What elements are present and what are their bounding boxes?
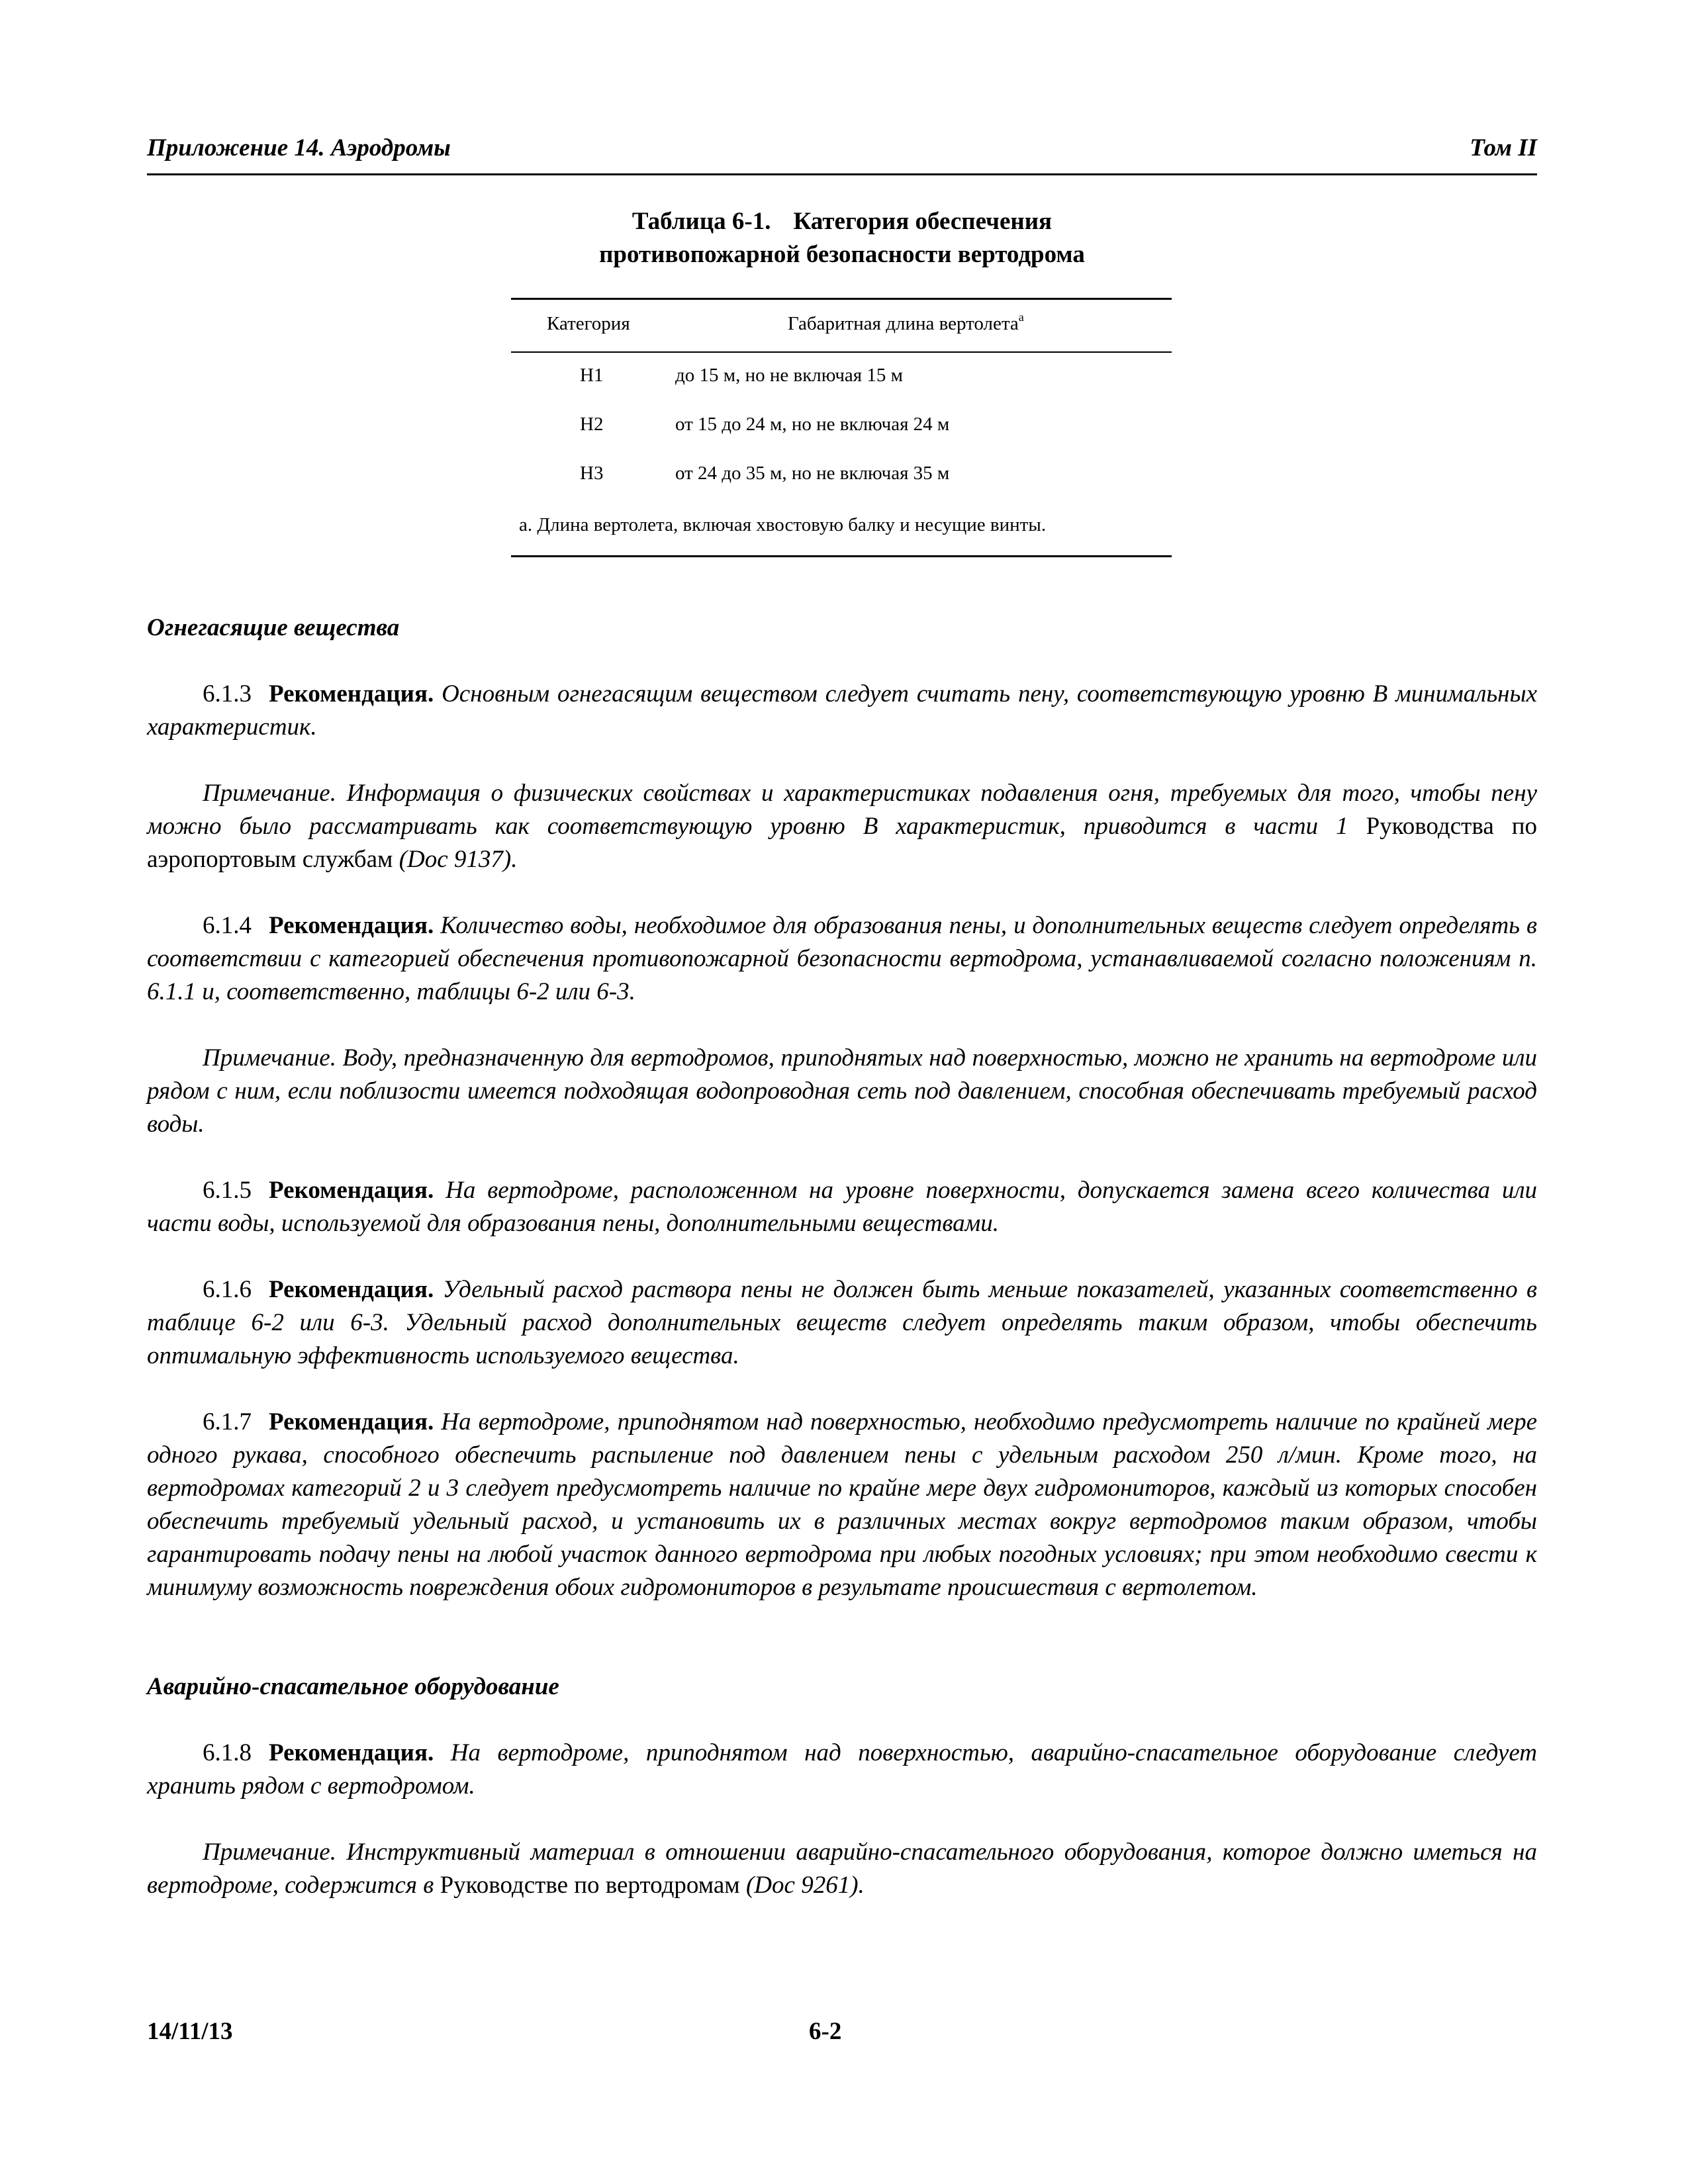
table-number: Таблица 6-1. — [632, 208, 771, 235]
paragraph-number: 6.1.4 — [203, 912, 252, 939]
paragraph-6-1-4 — [147, 909, 1537, 1009]
doc-title-heliport-manual: Руководстве по вертодромам — [440, 1872, 740, 1899]
paragraph-text: На вертодроме, расположенном на уровне поверхности, допускается замена всего количества или части воды, используемой для образования пены, дополнительными веществами. — [147, 1177, 1537, 1237]
paragraph-number: 6.1.8 — [203, 1739, 252, 1766]
column-header-category: Категория — [547, 313, 630, 334]
table-cell-category: H3 — [580, 463, 604, 484]
column-header-length — [788, 310, 1024, 335]
table-row — [511, 353, 1172, 402]
recommendation-label: Рекомендация. — [269, 680, 434, 707]
header-volume: Том II — [1470, 134, 1537, 161]
table-title-line1: Категория обеспечения — [793, 208, 1053, 235]
fire-category-table — [511, 298, 1172, 557]
paragraph-6-1-3 — [147, 678, 1537, 744]
paragraph-text: Основным огнегасящим веществом следует считать пену, соответствующую уровню B минимальных характеристик. — [147, 680, 1537, 741]
paragraph-text: На вертодроме, приподнятом над поверхностью, аварийно-спасательное оборудование следует хранить рядом с вертодромом. — [147, 1739, 1537, 1799]
paragraph-number: 6.1.5 — [203, 1177, 252, 1204]
paragraph-number: 6.1.7 — [203, 1408, 252, 1435]
note-water-storage: Примечание. Воду, предназначенную для вертодромов, приподнятых над поверхностью, можно не хранить на вертодроме или рядом с ним, если поблизости имеется подходящая водопроводная сеть под давлением, способная обеспечивать требуемый расход воды. — [147, 1044, 1537, 1138]
paragraph-text: Количество воды, необходимое для образования пены, и дополнительных веществ следует определять в соответствии с категорией обеспечения противопожарной безопасности вертодрома, устанавливаемой согласно положениям п. 6.1.1 и, соответственно, таблицы 6-2 или 6-3. — [147, 912, 1538, 1005]
table-row — [511, 402, 1172, 451]
paragraph-number: 6.1.6 — [203, 1276, 252, 1303]
table-footnote-text: a. Длина вертолета, включая хвостовую балку и несущие винты. — [519, 514, 1047, 535]
doc-title-airport-services: Руководства по аэропортовым службам — [147, 813, 1537, 873]
header-annex-title: Приложение 14. Аэродромы — [147, 134, 451, 161]
note-foam-properties — [147, 777, 1537, 876]
recommendation-label: Рекомендация. — [269, 1408, 434, 1435]
body-text — [147, 612, 1537, 1902]
table-cell-length: от 15 до 24 м, но не включая 24 м — [675, 414, 950, 435]
paragraph-6-1-5 — [147, 1174, 1537, 1240]
paragraph-6-1-7 — [147, 1406, 1537, 1604]
section-title-extinguishing-agents: Огнегасящие вещества — [147, 614, 400, 641]
note-rescue-equipment — [147, 1836, 1537, 1902]
doc-reference: (Doc 9137). — [399, 846, 518, 873]
note-text: Примечание. Информация о физических свойствах и характеристиках подавления огня, требуемых для того, чтобы пену можно было рассматривать как соответствующую уровню B характеристик, приводится в части 1 — [147, 780, 1537, 840]
table-cell-category: H2 — [580, 414, 604, 435]
paragraph-text: Удельный расход раствора пены не должен быть меньше показателей, указанных соответственно в таблице 6-2 или 6-3. Удельный расход дополнительных веществ следует определять таким образом, чтобы обеспечить оптимальную эффективность используемого вещества. — [147, 1276, 1538, 1369]
page-header — [147, 131, 1537, 175]
table-cell-category: H1 — [580, 365, 604, 386]
note-text: Примечание. Инструктивный материал в отношении аварийно-спасательного оборудования, которое должно иметься на вертодроме, содержится в — [147, 1839, 1537, 1899]
table-cell-length: от 24 до 35 м, но не включая 35 м — [675, 463, 950, 484]
recommendation-label: Рекомендация. — [269, 1739, 434, 1766]
table-footnote — [511, 500, 1172, 555]
paragraph-number: 6.1.3 — [203, 680, 252, 707]
paragraph-6-1-6 — [147, 1273, 1537, 1373]
recommendation-label: Рекомендация. — [269, 912, 434, 939]
recommendation-label: Рекомендация. — [269, 1276, 434, 1303]
table-row — [511, 451, 1172, 500]
recommendation-label: Рекомендация. — [269, 1177, 434, 1204]
footer-date: 14/11/13 — [147, 2018, 233, 2045]
paragraph-6-1-8 — [147, 1737, 1537, 1803]
paragraph-text: На вертодроме, приподнятом над поверхностью, необходимо предусмотреть наличие по крайней мере одного рукава, способного обеспечить распыление под давлением пены с удельным расходом 250 л/мин. Кроме того, на вертодромах категорий 2 и 3 следует предусмотреть наличие по крайне мере двух гидромониторов, каждый из которых способен обеспечить требуемый удельный расход, и установить их в различных местах вокруг вертодромов таким образом, чтобы гарантировать подачу пены на любой участок данного вертодрома при любых погодных условиях; при этом необходимо свести к минимуму возможность повреждения обоих гидромониторов в результате происшествия с вертолетом. — [147, 1408, 1538, 1601]
section-title-rescue-equipment: Аварийно-спасательное оборудование — [147, 1673, 559, 1700]
table-cell-length: до 15 м, но не включая 15 м — [675, 365, 903, 386]
table-title-line2: противопожарной безопасности вертодрома — [599, 241, 1085, 268]
column-header-length-text: Габаритная длина вертолета — [788, 313, 1019, 334]
footnote-mark: a — [1018, 310, 1024, 324]
table-title — [147, 205, 1537, 271]
doc-reference: (Doc 9261). — [745, 1872, 865, 1899]
table-header-row — [511, 300, 1172, 353]
footer-page-number: 6-2 — [809, 2018, 842, 2045]
